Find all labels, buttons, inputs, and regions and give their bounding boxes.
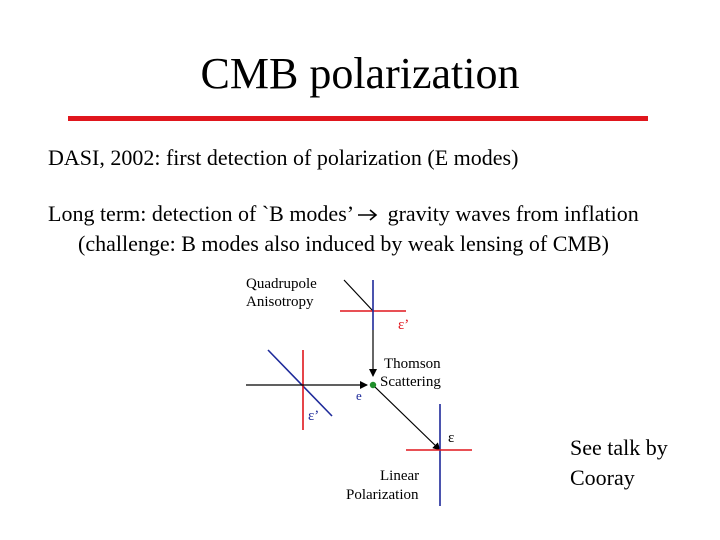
label-linear: Linear <box>380 468 420 484</box>
left-blue-polarization <box>268 350 332 416</box>
bullet-challenge: (challenge: B modes also induced by weak lensing of CMB) <box>78 231 609 256</box>
see-talk-note <box>570 433 668 493</box>
label-eps-prime-left: ε’ <box>308 408 320 424</box>
bullet-long-term <box>48 200 639 228</box>
top-incoming-ray <box>344 280 373 311</box>
scattered-ray <box>375 387 440 450</box>
note-line-2: Cooray <box>570 465 635 490</box>
thomson-scattering-diagram <box>240 270 480 510</box>
slide-title: CMB polarization <box>200 49 520 98</box>
label-eps-prime-top: ε’ <box>398 317 410 333</box>
right-arrow-icon <box>357 208 379 222</box>
bullet-dasi: DASI, 2002: first detection of polarization (E modes) <box>48 145 519 170</box>
note-line-1: See talk by <box>570 435 668 460</box>
bullet-gravity-waves-text: gravity waves from inflation <box>382 201 639 226</box>
label-anisotropy: Anisotropy <box>246 294 314 310</box>
label-scattering: Scattering <box>380 374 441 390</box>
label-thomson: Thomson <box>384 356 441 372</box>
bullet-long-term-text: Long term: detection of `B modes’ <box>48 201 355 226</box>
title-underline <box>68 116 648 121</box>
label-polarization: Polarization <box>346 487 419 503</box>
label-eps: ε <box>448 430 455 446</box>
label-quadrupole: Quadrupole <box>246 276 317 292</box>
label-electron: e <box>356 388 362 403</box>
